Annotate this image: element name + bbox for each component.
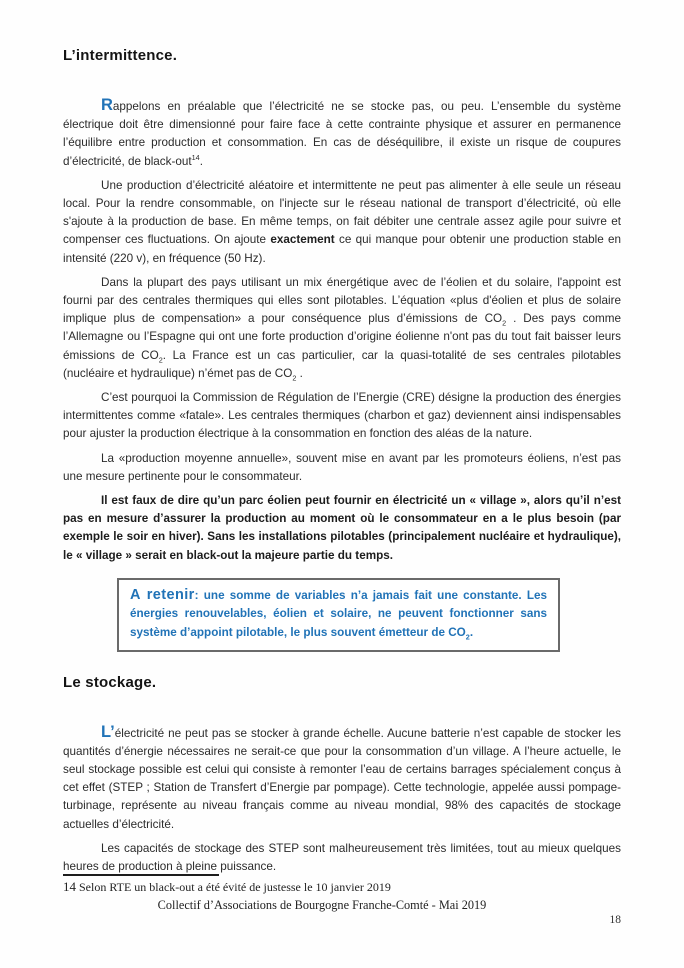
page-content <box>63 46 621 876</box>
paragraph-cre-fatale: C’est pourquoi la Commission de Régulation de l’Energie (CRE) désigne la production des énergies intermittentes comme «fatale». Les centrales thermiques (charbon et gaz) deviennent ainsi indispensables pour ajuster la production électrique à la consommation en fonction des aléas de la nature. <box>63 391 621 441</box>
paragraph-intro-text: appelons en préalable que l’électricité ne se stocke pas, ou peu. L’ensemble du système électrique doit être dimensionné pour faire face à cette contrainte physique et assurer en permanence l’équilibre entre production et consommation. En cas de déséquilibre, il existe un risque de coupures d’électricité, de black-out <box>63 100 621 168</box>
footnote <box>63 879 621 895</box>
bold-exactement: exactement <box>270 233 335 247</box>
paragraph-text: . <box>296 366 303 380</box>
callout-text <box>130 586 547 643</box>
paragraph-text: . La France est un cas particulier, car la quasi-totalité de ses centrales pilotables (nucléaire et hydraulique) n’émet pas de CO <box>63 348 621 380</box>
paragraph-intro-tail: . <box>199 154 203 168</box>
callout-box-a-retenir <box>117 578 560 652</box>
callout-tail: . <box>469 626 474 640</box>
co2-subscript: 2 <box>158 354 163 364</box>
co2-subscript: 2 <box>465 632 470 642</box>
callout-body: : une somme de variables n’a jamais fait une constante. Les énergies renouvelables, éolien et solaire, ne peuvent fonctionner sans système d’appoint pilotable, le plus souvent émetteur de CO <box>130 588 547 640</box>
footnote-text: Selon RTE un black-out a été évité de justesse le 10 janvier 2019 <box>76 880 391 894</box>
paragraph-text: électricité ne peut pas se stocker à grande échelle. Aucune batterie n’est capable de stocker les quantités d’énergie nécessaires ne serait-ce que pour la consommation d’un village. A l’heure actuelle, le seul stockage possible est celui qui consiste à remonter l’eau de certains barrages spécialement conçus à cet effet (STEP ; Station de Transfert d’Energie par pompage). Cette technologie, appelée aussi pompage-turbinage, représente au niveau français comme au niveau mondial, 98% des capacités de stockage actuelles d’électricité. <box>63 726 621 831</box>
paragraph-text: Dans la plupart des pays utilisant un mix énergétique avec de l’éolien et du solaire, l'appoint est fourni par des centrales thermiques qui elles sont pilotables. L’équation «plus d'éolien et plus de solaire implique plus de compensation» a pour conséquence plus d’émissions de CO <box>63 275 621 326</box>
footnote-marker: 14 <box>63 879 76 894</box>
paragraph-village-blackout: Il est faux de dire qu’un parc éolien peut fournir en électricité un « village », alors qu’il n’est pas en mesure d’assurer la production au moment où le consommateur en a le plus besoin (par exemple le soir en hiver). Sans les installations pilotables (principalement nucléaire et hydraulique), le « village » serait en black-out la majeure partie du temps. <box>63 494 621 562</box>
footnote-area <box>63 874 621 926</box>
co2-subscript: 2 <box>292 373 297 383</box>
paragraph-production-moyenne: La «production moyenne annuelle», souvent mise en avant par les promoteurs éoliens, n’est pas une mesure pertinente pour le consommateur. <box>63 451 621 483</box>
footnote-separator <box>63 874 219 876</box>
paragraph-text: ce qui manque pour obtenir une production stable en intensité (220 v), en fréquence (50 Hz). <box>63 233 622 265</box>
heading-stockage: Le stockage. <box>63 673 157 691</box>
footnote-ref-14: 14 <box>191 152 200 162</box>
dropcap-l: L’ <box>101 722 115 741</box>
co2-subscript: 2 <box>502 318 507 328</box>
heading-intermittence: L’intermittence. <box>63 47 178 64</box>
footer-credit: Collectif d’Associations de Bourgogne Franche-Comté - Mai 2019 <box>157 898 487 912</box>
dropcap-r: R <box>101 96 113 114</box>
paragraph-stockage-intro <box>63 723 621 834</box>
paragraph-mix-energetique <box>63 274 621 383</box>
paragraph-production-aleatoire <box>63 177 621 268</box>
callout-label: A retenir <box>130 586 195 603</box>
page-number: 18 <box>609 914 621 926</box>
paragraph-text: . Des pays comme l’Allemagne ou l’Espagne qui ont une forte production d’origine éolienne n'ont pas du tout fait baisser leurs émissions de CO <box>63 312 621 362</box>
paragraph-text: Une production d’électricité aléatoire et intermittente ne peut pas alimenter à elle seule un réseau local. Pour la rendre consommable, on l'injecte sur le réseau national de transport d’électricité, où elle s'ajoute à la production de base. En même temps, on fait débiter une centrale assez agile pour suivre et compenser ces fluctuations. On ajoute <box>63 178 621 247</box>
paragraph-step-limites: Les capacités de stockage des STEP sont malheureusement très limitées, tout au mieux quelques heures de production à pleine puissance. <box>63 841 621 874</box>
paragraph-intro <box>63 96 621 171</box>
